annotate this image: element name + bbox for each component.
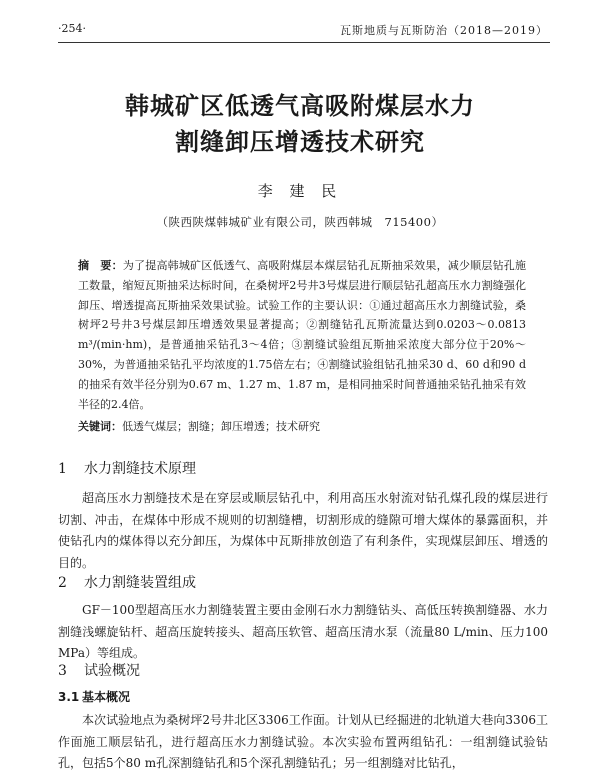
section-heading-2 xyxy=(58,572,196,592)
section-number: 2 xyxy=(58,575,67,591)
section-title: 水力割缝装置组成 xyxy=(84,575,196,591)
section-title: 试验概况 xyxy=(84,663,140,679)
section-2-body: GF－100型超高压水力割缝装置主要由金刚石水力割缝钻头、高低压转换割缝器、水力割缝浅螺旋钻杆、超高压旋转接头、超高压软管、超高压清水泵（流量80 L/min、压力100 MPa）等组成。 xyxy=(58,603,548,660)
keywords-text: 低透气煤层；割缝；卸压增透；技术研究 xyxy=(122,420,320,433)
section-number: 3 xyxy=(58,663,67,679)
section-heading-1 xyxy=(58,458,196,478)
paper-title-line-2: 割缝卸压增透技术研究 xyxy=(175,128,425,156)
journal-title: 瓦斯地质与瓦斯防治（2018—2019） xyxy=(340,24,548,37)
section-title: 水力割缝技术原理 xyxy=(84,461,196,477)
author-name: 李 建 民 xyxy=(257,182,343,200)
page-number: ·254· xyxy=(58,22,86,35)
keywords-label: 关键词： xyxy=(78,420,122,433)
section-heading-3 xyxy=(58,660,140,680)
subsection-heading-3-1 xyxy=(58,688,130,705)
paper-title-line-1: 韩城矿区低透气高吸附煤层水力 xyxy=(125,92,475,120)
subsection-title: 基本概况 xyxy=(82,690,131,704)
section-number: 1 xyxy=(58,461,67,477)
abstract-label: 摘 要： xyxy=(78,259,123,272)
abstract xyxy=(78,256,526,414)
abstract-text: 为了提高韩城矿区低透气、高吸附煤层本煤层钻孔瓦斯抽采效果，减少顺层钻孔施工数量，缩短瓦斯抽采达标时间，在桑树坪2号井3号煤层进行顺层钻孔超高压水力割缝强化卸压、增透提高瓦斯抽采效果试验。试验工作的主要认识：①通过超高压水力割缝试验，桑树坪2号井3号煤层卸压增透效果显著提高；②割缝钻孔瓦斯流量达到0.0203～0.0813 m³/(min·hm)，是普通抽采钻孔3～4倍；③割缝试验组瓦斯抽采浓度大部分位于20%～30%，为普通抽采钻孔平均浓度的1.75倍左右；④割缝试验组钻孔抽采30 d、60 d和90 d的抽采有效半径分别为0.67 m、1.27 m、1.87 m，是相同抽采时间普通抽采钻孔抽采有效半径的2.4倍。 xyxy=(78,259,527,411)
section-3-body: 本次试验地点为桑树坪2号井北区3306工作面。计划从已经掘进的北轨道大巷向3306工作面施工顺层钻孔，进行超高压水力割缝试验。本次实验布置两组钻孔：一组割缝试验钻孔，包括5个80 m孔深割缝钻孔和5个深孔割缝钻孔；另一组割缝对比钻孔， xyxy=(58,713,548,770)
running-header xyxy=(58,20,550,43)
author-affiliation: （陕西陕煤韩城矿业有限公司，陕西韩城 715400） xyxy=(156,215,444,229)
section-1-body: 超高压水力割缝技术是在穿层或顺层钻孔中，利用高压水射流对钻孔煤孔段的煤层进行切割、冲击，在煤体中形成不规则的切割缝槽，切割形成的缝隙可增大煤体的暴露面积，并使钻孔内的煤体得以充分卸压，为煤体中瓦斯排放创造了有利条件，实现煤层卸压、增透的目的。 xyxy=(58,491,548,570)
keywords xyxy=(78,418,526,434)
subsection-number: 3.1 xyxy=(58,690,80,704)
